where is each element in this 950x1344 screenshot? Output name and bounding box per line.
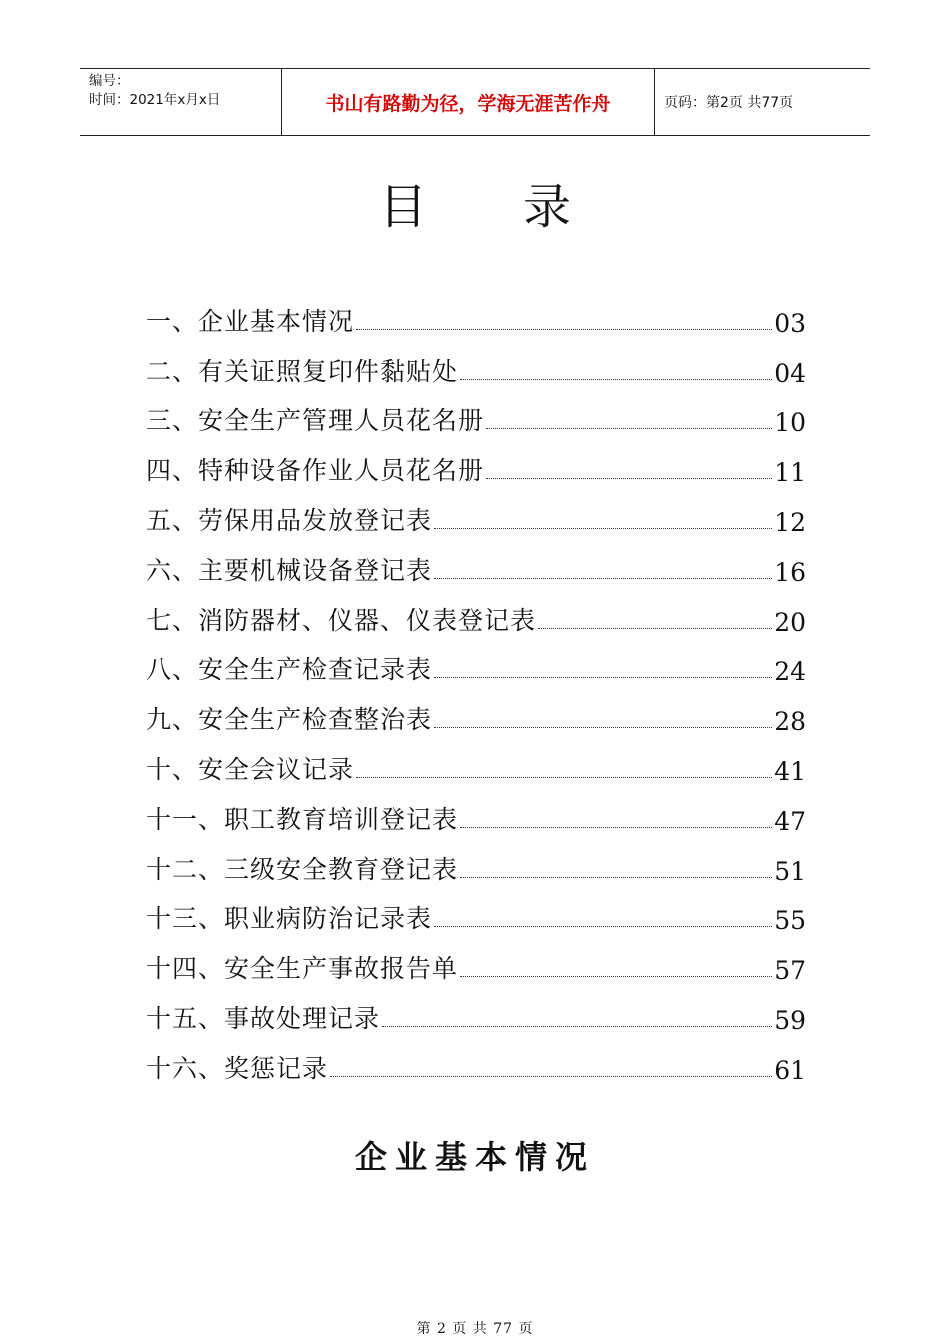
toc-entry[interactable]	[146, 637, 806, 687]
toc-entry-label: 二、有关证照复印件黏贴处	[146, 356, 459, 386]
toc-entry[interactable]	[146, 587, 806, 637]
toc-dot-leader	[460, 379, 772, 380]
toc-entry-label: 十四、安全生产事故报告单	[146, 954, 459, 984]
toc-dot-leader	[486, 478, 772, 479]
toc-entry-label: 十一、职工教育培训登记表	[146, 804, 459, 834]
toc-entry-label: 六、主要机械设备登记表	[146, 555, 433, 585]
toc-entry-label: 十三、职业病防治记录表	[146, 904, 433, 934]
toc-entry-label: 十二、三级安全教育登记表	[146, 854, 459, 884]
document-number-label: 编号：	[89, 73, 130, 89]
toc-entry-page: 11	[774, 458, 806, 488]
toc-entry-label: 五、劳保用品发放登记表	[146, 505, 433, 535]
toc-entry-page: 20	[774, 607, 806, 637]
header-page-info: 页码：第2页 共77页	[664, 95, 794, 111]
toc-entry[interactable]	[146, 537, 806, 587]
toc-entry-label: 十六、奖惩记录	[146, 1053, 329, 1083]
header-meta	[80, 69, 282, 135]
toc-entry-page: 47	[774, 806, 806, 836]
page-header	[80, 68, 870, 136]
toc-dot-leader	[460, 877, 772, 878]
toc-entry-page: 41	[774, 756, 806, 786]
toc-entry-page: 24	[774, 657, 806, 687]
toc-dot-leader	[486, 428, 772, 429]
toc-entry-page: 59	[774, 1005, 806, 1035]
toc-entry[interactable]	[146, 1035, 806, 1085]
toc-entry[interactable]	[146, 288, 806, 338]
header-motto: 书山有路勤为径，学海无涯苦作舟	[282, 69, 655, 135]
document-date: 时间：2021年x月x日	[89, 92, 221, 108]
toc-dot-leader	[330, 1076, 772, 1077]
toc-dot-leader	[460, 827, 772, 828]
page-title: 目录	[378, 179, 667, 235]
toc-entry-page: 57	[774, 956, 806, 986]
toc-dot-leader	[434, 528, 772, 529]
toc-dot-leader	[382, 1026, 772, 1027]
toc-entry-label: 九、安全生产检查整治表	[146, 705, 433, 735]
toc-entry-label: 四、特种设备作业人员花名册	[146, 456, 485, 486]
toc-entry[interactable]	[146, 786, 806, 836]
toc-dot-leader	[434, 926, 772, 927]
toc-entry-page: 04	[774, 358, 806, 388]
toc-entry-page: 61	[774, 1055, 806, 1085]
toc-entry-label: 十、安全会议记录	[146, 754, 355, 784]
toc-entry-label: 七、消防器材、仪器、仪表登记表	[146, 605, 537, 635]
toc-entry[interactable]	[146, 388, 806, 438]
toc-entry[interactable]	[146, 886, 806, 936]
toc-dot-leader	[460, 976, 772, 977]
toc-dot-leader	[538, 628, 772, 629]
toc-entry[interactable]	[146, 985, 806, 1035]
toc-entry-page: 03	[774, 308, 806, 338]
toc-dot-leader	[356, 777, 772, 778]
toc-dot-leader	[434, 578, 772, 579]
toc-entry[interactable]	[146, 437, 806, 487]
section-heading: 企业基本情况	[354, 1138, 595, 1176]
toc-dot-leader	[434, 677, 772, 678]
toc-entry[interactable]	[146, 935, 806, 985]
toc-entry-page: 10	[774, 408, 806, 438]
page-footer: 第 2 页 共 77 页	[416, 1321, 534, 1337]
toc-entry[interactable]	[146, 836, 806, 886]
toc-entry-label: 一、企业基本情况	[146, 306, 355, 336]
toc-entry[interactable]	[146, 736, 806, 786]
toc-dot-leader	[434, 727, 772, 728]
table-of-contents	[146, 288, 806, 1085]
toc-entry-page: 12	[774, 507, 806, 537]
toc-entry[interactable]	[146, 487, 806, 537]
toc-entry-page: 51	[774, 856, 806, 886]
toc-dot-leader	[356, 329, 772, 330]
toc-entry-page: 55	[774, 906, 806, 936]
toc-entry[interactable]	[146, 686, 806, 736]
toc-entry-label: 三、安全生产管理人员花名册	[146, 406, 485, 436]
toc-entry-page: 28	[774, 707, 806, 737]
toc-entry-label: 十五、事故处理记录	[146, 1003, 381, 1033]
toc-entry-page: 16	[774, 557, 806, 587]
toc-entry[interactable]	[146, 338, 806, 388]
toc-entry-label: 八、安全生产检查记录表	[146, 655, 433, 685]
